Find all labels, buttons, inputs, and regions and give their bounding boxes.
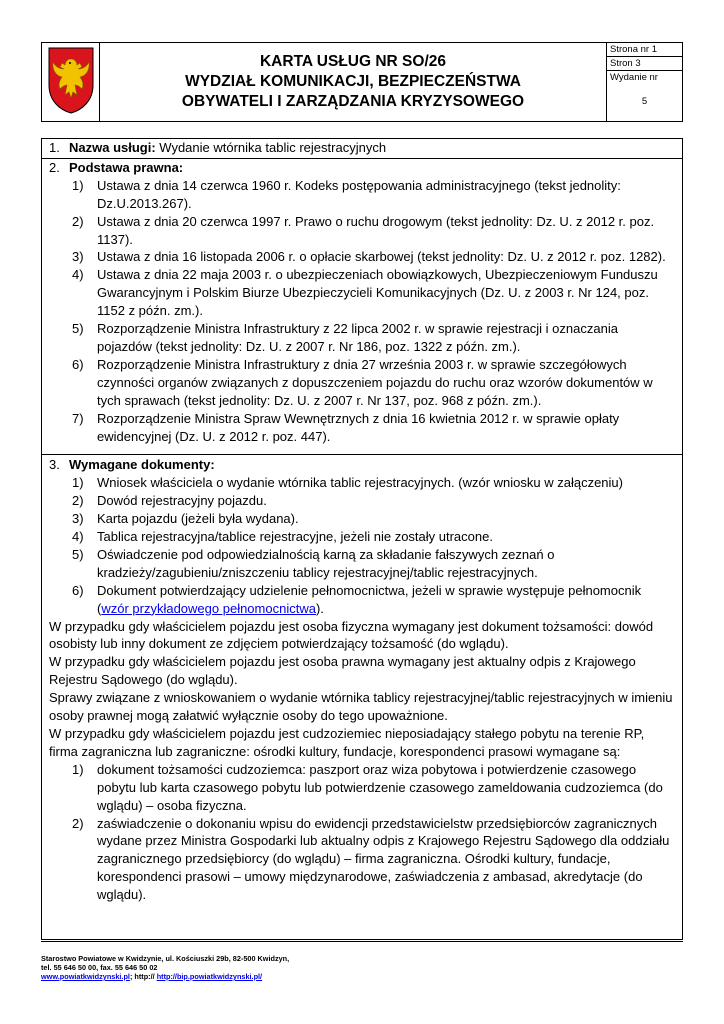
pages-label: Stron 3 [607, 57, 682, 71]
section-required-documents [42, 455, 682, 904]
section-number: 2. [49, 159, 60, 175]
list-item: 2) zaświadczenie o dokonaniu wpisu do ewidencji przedstawicielstw przedsiębiorców zagranicznych wydane przez Ministra Gospodarki lub aktualny odpis z Krajowego Rejestru Sądowego dla oddziału zagranicznego przedsiębiorcy (do wglądu) – firma zagraniczna. Ośrodki kultury, fundacje, korespondenci prasowi – umowy międzynarodowe, zaświadczenia z ambasad, akredytacje (do wglądu). [72, 815, 670, 903]
list-item: 1) dokument tożsamości cudzoziemca: paszport oraz wiza pobytowa i potwierdzenie czasowego pobytu lub karta czasowego pobytu lub potwierdzenie czasowego zameldowania cudzoziemca (do wglądu) – osoba fizyczna. [72, 761, 663, 813]
coat-of-arms-eagle-icon [46, 45, 96, 115]
footer-bip-link[interactable]: http://bip.powiatkwidzynski.pl/ [156, 972, 263, 981]
list-item: 1) Wniosek właściciela o wydanie wtórnika tablic rejestracyjnych. (wzór wniosku w załączeniu) [72, 475, 623, 491]
meta-cell [607, 43, 683, 122]
title-line-2: WYDZIAŁ KOMUNIKACJI, BEZPIECZEŃSTWA [185, 73, 521, 90]
footer-phone: tel. 55 646 50 00, fax. 55 646 50 02 [41, 963, 158, 972]
list-item: 3) Ustawa z dnia 16 listopada 2006 r. o opłacie skarbowej (tekst jednolity: Dz. U. z 2012 r. poz. 1282). [72, 249, 666, 265]
footer-website-link[interactable]: www.powiatkwidzynski.pl [41, 972, 130, 981]
list-item: 7) Rozporządzenie Ministra Spraw Wewnętrznych z dnia 16 kwietnia 2012 r. w sprawie opłaty ewidencyjnej (Dz. U. z 2012 r. poz. 447). [72, 410, 620, 444]
list-item: 4) Tablica rejestracyjna/tablice rejestracyjne, jeżeli nie zostały utracone. [72, 529, 493, 545]
list-item: 1) Ustawa z dnia 14 czerwca 1960 r. Kodeks postępowania administracyjnego (tekst jednolity: Dz.U.2013.267). [72, 177, 621, 211]
list-item: 5) Rozporządzenie Ministra Infrastruktury z 22 lipca 2002 r. w sprawie rejestracji i oznaczania pojazdów (tekst jednolity: Dz. U. z 2007 r. Nr 186, poz. 1322 z późn. zm.). [72, 321, 618, 354]
title-line-1: KARTA USŁUG NR SO/26 [259, 53, 446, 70]
section-label: Nazwa usługi: [69, 140, 156, 155]
required-documents-list [49, 474, 676, 617]
list-item: 3) Karta pojazdu (jeżeli była wydana). [72, 511, 299, 527]
section-number: 1. [49, 140, 60, 155]
legal-basis-list [49, 177, 676, 446]
section-number: 3. [49, 457, 60, 473]
title-line-3: OBYWATELI I ZARZĄDZANIA KRYZYSOWEGO [181, 93, 525, 110]
edition-number: 5 [641, 96, 648, 107]
footer-address: Starostwo Powiatowe w Kwidzynie, ul. Kościuszki 29b, 82-500 Kwidzyn, [41, 954, 290, 963]
footer: Starostwo Powiatowe w Kwidzynie, ul. Kościuszki 29b, 82-500 Kwidzyn, tel. 55 646 50 00, fax. 55 646 50 02 www.powiatkwidzynski.pl; http:// http://bip.powiatkwidzynski.pl/ [41, 954, 683, 981]
power-of-attorney-template-link[interactable]: wzór przykładowego pełnomocnictwa [101, 600, 316, 616]
service-name-value: Wydanie wtórnika tablic rejestracyjnych [155, 140, 387, 155]
footer-divider [41, 941, 683, 942]
list-item: 5) Oświadczenie pod odpowiedzialnością karną za składanie fałszywych zeznań o kradzieży/zagubieniu/zniszczeniu tablicy rejestracyjnej/tablic rejestracyjnych. [72, 546, 555, 580]
section-label: Wymagane dokumenty: [69, 457, 215, 473]
paragraph: W przypadku gdy właścicielem pojazdu jest cudzoziemiec nieposiadający stałego pobytu na terenie RP, firma zagraniczna lub zagraniczne: ośrodki kultury, fundacje, korespondenci prasowi wymagane są: [49, 726, 645, 759]
section-service-name [42, 139, 682, 159]
list-item: 2) Ustawa z dnia 20 czerwca 1997 r. Prawo o ruchu drogowym (tekst jednolity: Dz. U. z 2012 r. poz. 1137). [72, 213, 655, 247]
header-table [41, 42, 683, 122]
paragraph: W przypadku gdy właścicielem pojazdu jest osoba fizyczna wymagany jest dokument tożsamości: dowód osobisty lub inny dokument ze zdjęciem potwierdzający tożsamość (do wglądu). [49, 618, 654, 652]
section-legal-basis [42, 159, 682, 456]
foreigner-documents-list [49, 761, 676, 904]
logo-cell [42, 43, 100, 122]
list-item: 2) Dowód rejestracyjny pojazdu. [72, 493, 267, 509]
paragraph: Sprawy związane z wnioskowaniem o wydanie wtórnika tablicy rejestracyjnej/tablic rejestracyjnych w imieniu osoby prawnej mogą załatwić wyłącznie osoby do tego upoważnione. [49, 690, 673, 724]
section-label: Podstawa prawna: [69, 159, 184, 175]
edition-label: Wydanie nr [610, 72, 658, 83]
list-item: 6) Rozporządzenie Ministra Infrastruktury z dnia 27 września 2003 r. w sprawie szczegółowych czynności organów związanych z dopuszczeniem pojazdu do ruchu oraz wzorów dokumentów w tych sprawach (tekst jednolity: Dz. U. z 2007 r. Nr 137, poz. 968 z późn. zm.). [72, 356, 653, 408]
page-label: Strona nr 1 [607, 43, 682, 57]
list-item: 4) Ustawa z dnia 22 maja 2003 r. o ubezpieczeniach obowiązkowych, Ubezpieczeniowym Funduszu Gwarancyjnym i Polskim Biurze Ubezpieczycieli Komunikacyjnych (Dz. U. z 2003 r. Nr 124, poz. 1152 z późn. zm.). [72, 267, 658, 319]
list-item: 6) Dokument potwierdzający udzielenie pełnomocnictwa, jeżeli w sprawie występuje pełnomocnik (wzór przykładowego pełnomocnictwa). [72, 582, 642, 616]
paragraph: W przypadku gdy właścicielem pojazdu jest osoba prawna wymagany jest aktualny odpis z Krajowego Rejestru Sądowego (do wglądu). [49, 654, 636, 688]
title-cell [100, 43, 607, 122]
document-body [41, 138, 683, 940]
